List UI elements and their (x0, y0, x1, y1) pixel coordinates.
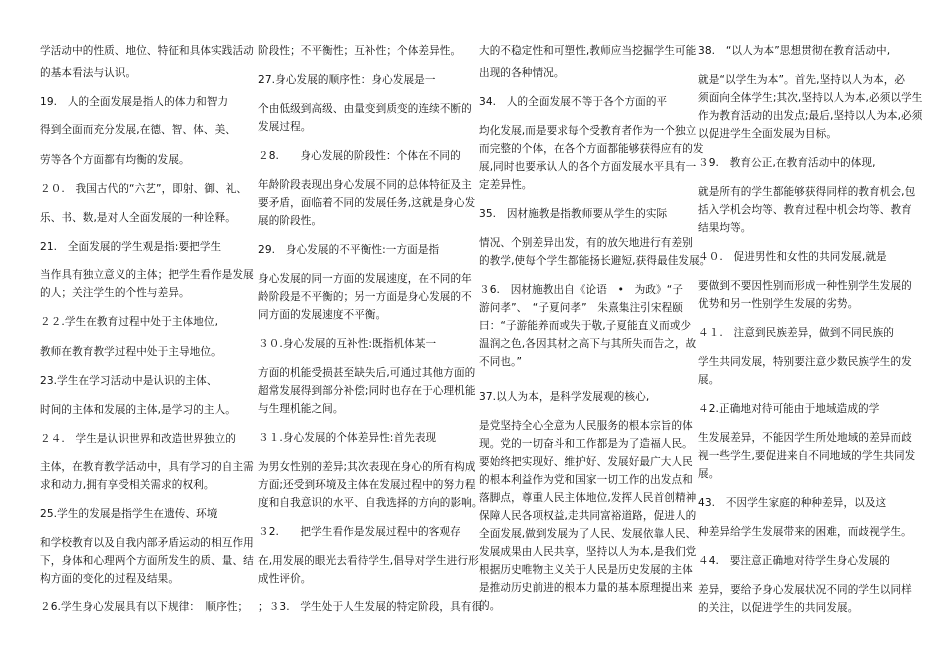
text-line: 龄阶段是不平衡的；另一方面是身心发展的不 (258, 291, 472, 303)
text-line: 年龄阶段表现出身心发展不同的总体特征及主 (258, 179, 472, 191)
text-line: ２０. 我国古代的“六艺”，即射、御、礼、 (40, 183, 248, 195)
text-line: 超常发展得到部分补偿;同时也存在于心理机能 (258, 385, 476, 397)
text-line: 乐、书、数,是对人全面发展的一种诠释。 (40, 212, 236, 224)
text-line: ２２.学生在教育过程中处于主体地位, (40, 316, 219, 328)
text-line: 阶段性；不平衡性；互补性；个体差异性。 (258, 45, 462, 57)
text-line: ４4. 要注意正确地对待学生身心发展的 (698, 555, 891, 567)
text-line: 教师在教育教学过程中处于主导地位。 (40, 346, 222, 358)
text-line: 同方面的发展速度不平衡。 (258, 309, 387, 321)
text-line: 均化发展,而是要求每个受教育者作为一个独立 (479, 125, 697, 137)
text-line: 与生理机能之间。 (258, 403, 344, 415)
text-line: 个由低级到高级、由量变到质变的连续不断的 (258, 103, 472, 115)
text-line: 的根本利益作为党和国家一切工作的出发点和 (479, 474, 693, 486)
text-line: ３9. 教育公正,在教育活动中的体现, (698, 157, 876, 169)
text-line: ４2.正确地对待可能由于地域造成的学 (698, 403, 880, 415)
text-line: 温润之色,各因其材之高下与其所失而告之，故 (479, 338, 697, 350)
text-line: 大的不稳定性和可塑性,教师应当挖掘学生可能 (479, 45, 697, 57)
text-line: 的关注，以促进学生的共同发展。 (698, 602, 859, 614)
text-line: 身心发展的同一方面的发展速度，在不同的年 (258, 273, 472, 285)
text-line: ４０. 促进男性和女性的共同发展,就是 (698, 251, 887, 263)
text-line: 视一些学生,要促进来自不同地域的学生共同发 (698, 450, 916, 462)
text-line: 21. 全面发展的学生观是指:要把学生 (40, 241, 222, 253)
text-line: 29. 身心发展的不平衡性:一方面是指 (258, 244, 440, 256)
text-line: ４１. 注意到民族差异，做到不同民族的 (698, 327, 894, 339)
text-line: 主体，在教育教学活动中，具有学习的自主需 (40, 461, 254, 473)
text-line: 当作具有独立意义的主体；把学生看作是发展 (40, 269, 254, 281)
text-line: 和学校教育以及自我内部矛盾运动的相互作用 (40, 537, 254, 549)
text-line: ；３3. 学生处于人生发展的特定阶段，具有很 (258, 601, 483, 613)
text-line: ３１.身心发展的个体差异性:首先表现 (258, 432, 437, 444)
text-line: 是党坚持全心全意为人民服务的根本宗旨的体 (479, 420, 693, 432)
text-line: ３2. 把学生看作是发展过程中的客观存 (258, 526, 461, 538)
text-line: 落脚点，尊重人民主体地位,发挥人民首创精神 (479, 492, 697, 504)
text-line: 度和自我意识的水平、自我选择的方向的影响。 (258, 497, 483, 509)
text-line: 学生共同发展，特别要注意少数民族学生的发 (698, 356, 912, 368)
text-line: 方面;还受到环境及主体在发展过程中的努力程 (258, 479, 476, 491)
text-line: 时间的主体和发展的主体,是学习的主人。 (40, 404, 236, 416)
text-line: 种差异给学生发展带来的困难，而歧视学生。 (698, 526, 912, 538)
text-line: 23.学生在学习活动中是认识的主体、 (40, 375, 218, 387)
text-line: 括入学机会均等、教育过程中机会均等、教育 (698, 204, 912, 216)
text-line: 求和动力,拥有享受相关需求的权利。 (40, 479, 215, 491)
text-line: ３０.身心发展的互补性:既指机体某一 (258, 338, 437, 350)
text-line: 全面发展,做到发展为了人民、发展依靠人民、 (479, 528, 697, 540)
text-line: 要矛盾，面临着不同的发展任务,这就是身心发 (258, 197, 476, 209)
text-line: 是推动历史前进的根本力量的基本原理提出来 (479, 582, 693, 594)
text-line: 就是所有的学生都能够获得同样的教育机会,包 (698, 186, 916, 198)
text-line: 根据历史唯物主义关于人民是历史发展的主体 (479, 564, 693, 576)
text-line: 下，身体和心理两个方面所发生的质、量、结 (40, 555, 254, 567)
text-line: 的基本看法与认识。 (40, 67, 137, 79)
text-line: 生发展差异，不能因学生所处地域的差异而歧 (698, 432, 912, 444)
text-line: 现。党的一切奋斗和工作都是为了造福人民。 (479, 438, 693, 450)
text-line: 作为教育活动的出发点;最后,坚持以人为本,必须 (698, 110, 923, 122)
text-line: 就是“以学生为本”。首先,坚持以人为本，必 (698, 74, 906, 86)
text-line: 出现的各种情况。 (479, 67, 565, 79)
text-line: 43. 不因学生家庭的种种差异，以及这 (698, 497, 887, 509)
text-line: 38. “以人为本”思想贯彻在教育活动中, (698, 45, 891, 57)
text-line: 要做到不要因性别而形成一种性别学生发展的 (698, 280, 912, 292)
text-line: 展。 (698, 468, 720, 480)
text-line: 以促进学生全面发展为目标。 (698, 128, 838, 140)
text-line: 差异，要给予身心发展状况不同的学生以同样 (698, 584, 912, 596)
text-line: 35. 因材施教是指教师要从学生的实际 (479, 208, 668, 220)
text-line: 而完整的个体，在各个方面都能够获得应有的发 (479, 143, 704, 155)
text-line: 曰：“子游能养而或失于敬,子夏能直义而或少 (479, 320, 692, 332)
text-line: 成性评价。 (258, 573, 312, 585)
text-line: 展,同时也要承认人的各个方面发展水平具有一 (479, 161, 697, 173)
text-line: 劳等各个方面都有均衡的发展。 (40, 154, 190, 166)
text-line: 定差异性。 (479, 179, 533, 191)
text-line: 要始终把实现好、维护好、发展好最广大人民 (479, 456, 693, 468)
text-line: 结果均等。 (698, 222, 752, 234)
text-line: 展。 (698, 374, 720, 386)
text-line: 在,用发展的眼光去看待学生,倡导对学生进行形 (258, 555, 479, 567)
text-line: 优势和另一性别学生发展的劣势。 (698, 298, 859, 310)
text-line: ２6.学生身心发展具有以下规律： 顺序性； (40, 601, 249, 613)
text-line: ２8. 身心发展的阶段性：个体在不同的 (258, 150, 461, 162)
text-line: 不同也。” (479, 356, 523, 368)
text-line: 19. 人的全面发展是指人的体力和智力 (40, 96, 229, 108)
text-line: 情况、个别差异出发，有的放矢地进行有差别 (479, 237, 693, 249)
text-line: 发展过程。 (258, 121, 312, 133)
text-line: 展的阶段性。 (258, 215, 323, 227)
text-line: 方面的机能受损甚至缺失后,可通过其他方面的 (258, 367, 476, 379)
text-line: 为男女性别的差异;其次表现在身心的所有构成 (258, 461, 476, 473)
text-line: 的教学,使每个学生都能扬长避短,获得最佳发展。 (479, 255, 711, 267)
text-line: 须面向全体学生;其次,坚持以人为本,必须以学生 (698, 92, 923, 104)
text-line: 的。 (479, 600, 501, 612)
text-line: 的人；关注学生的个性与差异。 (40, 287, 190, 299)
text-line: 保障人民各项权益,走共同富裕道路，促进人的 (479, 510, 697, 522)
text-line: 构方面的变化的过程及结果。 (40, 573, 180, 585)
text-line: ２４. 学生是认识世界和改造世界独立的 (40, 433, 236, 445)
text-line: 得到全面而充分发展,在德、智、体、美、 (40, 124, 236, 136)
text-line: 发展成果由人民共享，坚持以人为本,是我们党 (479, 546, 697, 558)
text-line: 27.身心发展的顺序性：身心发展是一 (258, 74, 436, 86)
text-line: 25.学生的发展是指学生在遗传、环境 (40, 508, 218, 520)
text-line: 34. 人的全面发展不等于各个方面的平 (479, 96, 668, 108)
text-line: 学活动中的性质、地位、特征和具体实践活动 (40, 45, 254, 57)
text-line: ３6. 因材施教出自《论语 • 为政》“子 (479, 284, 684, 296)
text-line: 游问孝”、 “子夏问孝” 朱熹集注引宋程颐 (479, 302, 683, 314)
text-line: 37.以人为本，是科学发展观的核心, (479, 391, 650, 403)
